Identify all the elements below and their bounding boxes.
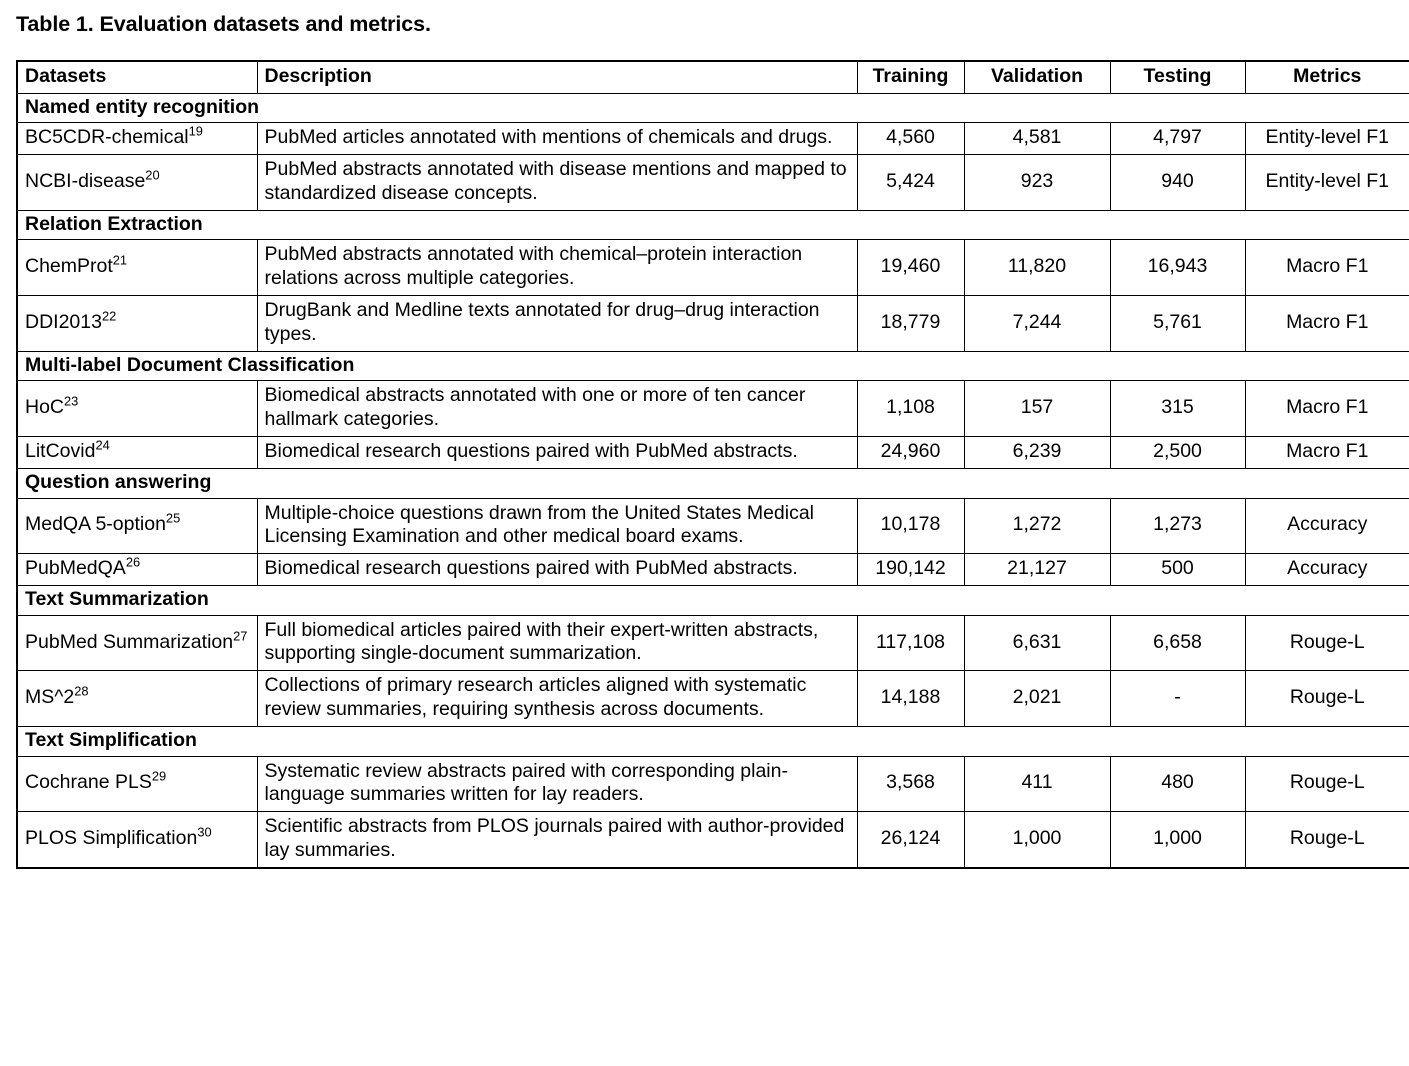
- dataset-reference-superscript: 30: [197, 824, 212, 840]
- cell-validation-count: 1,272: [964, 498, 1110, 554]
- cell-dataset-name: [17, 381, 257, 437]
- dataset-name-text: Cochrane PLS: [25, 771, 152, 794]
- cell-metric: Rouge-L: [1245, 671, 1409, 727]
- section-header-label: Relation Extraction: [17, 210, 1409, 240]
- table-row: [17, 436, 1409, 468]
- cell-training-count: 24,960: [857, 436, 964, 468]
- dataset-reference-superscript: 25: [165, 510, 181, 526]
- cell-description: Scientific abstracts from PLOS journals paired with author-provided lay summaries.: [257, 812, 857, 868]
- dataset-name-text: PLOS Simplification: [25, 827, 198, 849]
- section-header-row: [17, 351, 1409, 381]
- dataset-reference-superscript: 23: [64, 393, 79, 409]
- cell-testing-count: 2,500: [1110, 436, 1245, 468]
- cell-testing-count: 500: [1110, 554, 1245, 586]
- cell-description: PubMed abstracts annotated with chemical–protein interaction relations across multiple categories.: [257, 240, 857, 296]
- cell-validation-count: 6,631: [964, 615, 1110, 671]
- cell-metric: Rouge-L: [1245, 756, 1409, 812]
- cell-training-count: 18,779: [857, 296, 964, 352]
- table-row: [17, 381, 1409, 437]
- cell-training-count: 1,108: [857, 381, 964, 437]
- cell-dataset-name: [17, 436, 257, 468]
- dataset-name-text: LitCovid: [25, 439, 96, 462]
- section-header-label: Question answering: [17, 468, 1409, 498]
- column-header-testing: Testing: [1110, 61, 1245, 93]
- cell-training-count: 4,560: [857, 123, 964, 155]
- cell-validation-count: 1,000: [964, 812, 1110, 868]
- section-header-label: Named entity recognition: [17, 93, 1409, 123]
- cell-metric: Entity-level F1: [1245, 123, 1409, 155]
- section-header-label: Multi-label Document Classification: [17, 351, 1409, 381]
- cell-dataset-name: [17, 123, 257, 155]
- section-header-row: [17, 585, 1409, 615]
- cell-testing-count: 940: [1110, 155, 1245, 211]
- section-header-row: [17, 210, 1409, 240]
- cell-description: Multiple-choice questions drawn from the United States Medical Licensing Examination and other medical board exams.: [257, 498, 857, 554]
- table-row: [17, 498, 1409, 554]
- dataset-reference-superscript: 20: [145, 167, 160, 183]
- table-row: [17, 812, 1409, 868]
- column-header-datasets: Datasets: [17, 61, 257, 93]
- cell-training-count: 190,142: [857, 554, 964, 586]
- cell-training-count: 26,124: [857, 812, 964, 868]
- cell-description: PubMed abstracts annotated with disease mentions and mapped to standardized disease concepts.: [257, 155, 857, 211]
- table-row: [17, 671, 1409, 727]
- evaluation-datasets-table: [16, 60, 1409, 869]
- section-header-row: [17, 93, 1409, 123]
- dataset-name-text: BC5CDR-chemical: [25, 126, 189, 149]
- cell-validation-count: 4,581: [964, 123, 1110, 155]
- dataset-reference-superscript: 29: [151, 768, 167, 784]
- dataset-reference-superscript: 24: [95, 437, 110, 453]
- table-row: [17, 123, 1409, 155]
- table-body: [17, 93, 1409, 868]
- cell-validation-count: 157: [964, 381, 1110, 437]
- cell-dataset-name: [17, 155, 257, 211]
- table-row: [17, 240, 1409, 296]
- table-row: [17, 296, 1409, 352]
- cell-dataset-name: [17, 296, 257, 352]
- cell-training-count: 5,424: [857, 155, 964, 211]
- cell-testing-count: 1,273: [1110, 498, 1245, 554]
- cell-description: Biomedical research questions paired with PubMed abstracts.: [257, 436, 857, 468]
- cell-dataset-name: [17, 756, 257, 812]
- cell-testing-count: 1,000: [1110, 812, 1245, 868]
- dataset-name-text: NCBI-disease: [25, 170, 146, 193]
- cell-validation-count: 21,127: [964, 554, 1110, 586]
- dataset-name-text: HoC: [25, 396, 65, 419]
- dataset-name-text: DDI2013: [25, 310, 102, 333]
- cell-description: Biomedical research questions paired with PubMed abstracts.: [257, 554, 857, 586]
- table-header-row: [17, 61, 1409, 93]
- dataset-name-text: MS^2: [25, 686, 75, 709]
- cell-description: PubMed articles annotated with mentions of chemicals and drugs.: [257, 123, 857, 155]
- cell-metric: Macro F1: [1245, 381, 1409, 437]
- dataset-reference-superscript: 22: [101, 308, 117, 324]
- cell-testing-count: 5,761: [1110, 296, 1245, 352]
- table-row: [17, 615, 1409, 671]
- cell-metric: Accuracy: [1245, 498, 1409, 554]
- cell-validation-count: 2,021: [964, 671, 1110, 727]
- cell-dataset-name: [17, 615, 257, 671]
- cell-metric: Rouge-L: [1245, 812, 1409, 868]
- cell-metric: Macro F1: [1245, 436, 1409, 468]
- cell-dataset-name: [17, 812, 257, 868]
- dataset-reference-superscript: 26: [125, 554, 141, 570]
- dataset-name-text: PubMedQA: [25, 557, 126, 580]
- cell-dataset-name: [17, 554, 257, 586]
- column-header-description: Description: [257, 61, 857, 93]
- cell-metric: Rouge-L: [1245, 615, 1409, 671]
- table-row: [17, 756, 1409, 812]
- dataset-name-text: ChemProt: [25, 255, 113, 278]
- cell-training-count: 14,188: [857, 671, 964, 727]
- cell-testing-count: 480: [1110, 756, 1245, 812]
- cell-dataset-name: [17, 498, 257, 554]
- dataset-name-text: PubMed Summarization: [25, 630, 234, 653]
- column-header-training: Training: [857, 61, 964, 93]
- cell-validation-count: 6,239: [964, 436, 1110, 468]
- cell-description: Systematic review abstracts paired with corresponding plain-language summaries written for lay readers.: [257, 756, 857, 812]
- cell-training-count: 117,108: [857, 615, 964, 671]
- dataset-reference-superscript: 28: [74, 683, 89, 699]
- dataset-reference-superscript: 27: [233, 628, 248, 644]
- section-header-label: Text Summarization: [17, 585, 1409, 615]
- cell-dataset-name: [17, 240, 257, 296]
- table-caption: Table 1. Evaluation datasets and metrics.: [16, 12, 431, 36]
- table-header: [17, 61, 1409, 93]
- cell-training-count: 3,568: [857, 756, 964, 812]
- dataset-name-text: MedQA 5-option: [25, 513, 166, 536]
- cell-testing-count: 6,658: [1110, 615, 1245, 671]
- cell-training-count: 10,178: [857, 498, 964, 554]
- cell-testing-count: 16,943: [1110, 240, 1245, 296]
- cell-metric: Macro F1: [1245, 296, 1409, 352]
- cell-description: Biomedical abstracts annotated with one or more of ten cancer hallmark categories.: [257, 381, 857, 437]
- cell-testing-count: 315: [1110, 381, 1245, 437]
- column-header-metrics: Metrics: [1245, 61, 1409, 93]
- cell-validation-count: 923: [964, 155, 1110, 211]
- cell-dataset-name: [17, 671, 257, 727]
- dataset-reference-superscript: 21: [112, 252, 128, 268]
- cell-testing-count: 4,797: [1110, 123, 1245, 155]
- cell-training-count: 19,460: [857, 240, 964, 296]
- cell-validation-count: 7,244: [964, 296, 1110, 352]
- section-header-row: [17, 726, 1409, 756]
- section-header-label: Text Simplification: [17, 726, 1409, 756]
- cell-description: Collections of primary research articles aligned with systematic review summaries, requiring synthesis across documents.: [257, 671, 857, 727]
- column-header-validation: Validation: [964, 61, 1110, 93]
- cell-description: Full biomedical articles paired with their expert-written abstracts, supporting single-document summarization.: [257, 615, 857, 671]
- cell-testing-count: -: [1110, 671, 1245, 727]
- cell-metric: Accuracy: [1245, 554, 1409, 586]
- table-row: [17, 554, 1409, 586]
- table-row: [17, 155, 1409, 211]
- section-header-row: [17, 468, 1409, 498]
- cell-validation-count: 11,820: [964, 240, 1110, 296]
- cell-metric: Entity-level F1: [1245, 155, 1409, 211]
- dataset-reference-superscript: 19: [188, 123, 203, 139]
- cell-metric: Macro F1: [1245, 240, 1409, 296]
- cell-validation-count: 411: [964, 756, 1110, 812]
- cell-description: DrugBank and Medline texts annotated for drug–drug interaction types.: [257, 296, 857, 352]
